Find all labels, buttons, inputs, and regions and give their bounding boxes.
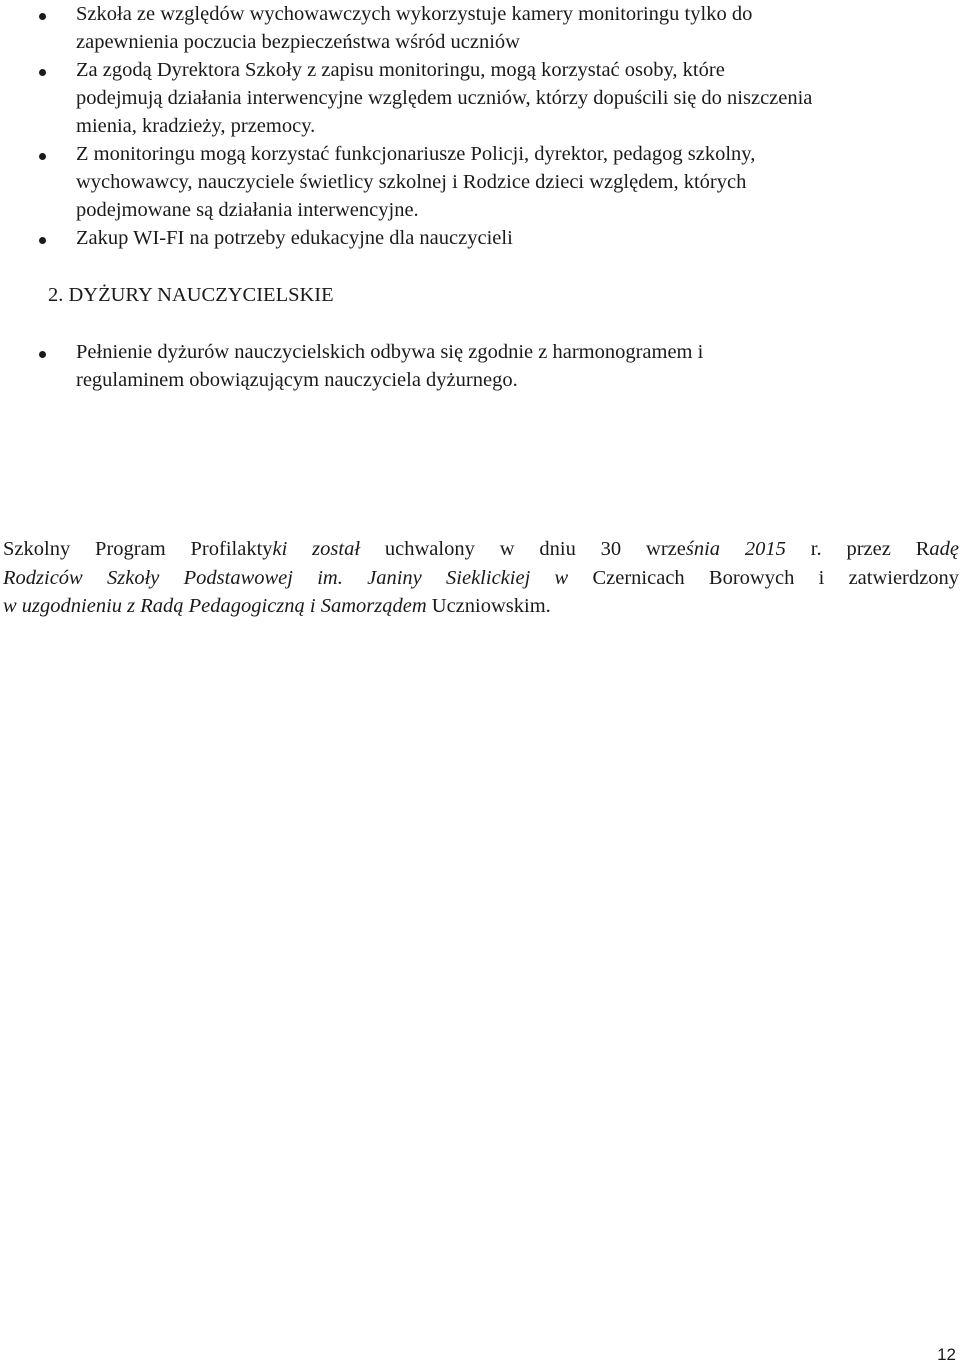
paragraph-line	[3, 535, 959, 564]
text-line: wychowawcy, nauczyciele świetlicy szkolnej i Rodzice dzieci względem, których	[76, 171, 747, 193]
text-line: Zakup WI-FI na potrzeby edukacyjne dla nauczycieli	[76, 227, 513, 249]
text-line: Z monitoringu mogą korzystać funkcjonariusze Policji, dyrektor, pedagog szkolny,	[76, 143, 756, 165]
text-line: regulaminem obowiązującym nauczyciela dyżurnego.	[76, 369, 518, 391]
text-line: podejmowane są działania interwencyjne.	[76, 199, 419, 221]
text-run: Czernicach Borowych i zatwierdzony	[568, 566, 959, 589]
text-run: Rodziców Szkoły Podstawowej im. Janiny Sieklickiej w	[3, 566, 569, 589]
section-heading: 2. DYŻURY NAUCZYCIELSKIE	[48, 284, 334, 306]
text-run: w uzgodnieniu z Radą Pedagogiczną i Samorządem	[3, 595, 427, 617]
text-run: śnia 2015	[685, 538, 786, 560]
text-line: mienia, kradzieży, przemocy.	[76, 115, 316, 137]
text-run: Szkolny Program Profilakty	[3, 538, 273, 560]
bullet-icon	[39, 153, 46, 160]
text-line: zapewnienia poczucia bezpieczeństwa wśród uczniów	[76, 31, 520, 53]
bullet-icon	[39, 351, 46, 358]
list-item-text	[76, 0, 936, 56]
bullet-icon	[39, 13, 46, 20]
paragraph-line	[3, 592, 959, 621]
bullet-icon	[39, 237, 46, 244]
text-run: uchwalony w dniu 30 wrze	[360, 538, 686, 560]
page-number: 12	[937, 1345, 956, 1364]
text-line: podejmują działania interwencyjne względem uczniów, którzy dopuścili się do niszczenia	[76, 87, 813, 109]
text-run: r. przez R	[785, 538, 930, 560]
closing-paragraph	[3, 535, 959, 621]
text-run: ki został	[272, 538, 361, 560]
text-run: Uczniowskim.	[426, 595, 551, 617]
text-line: Pełnienie dyżurów nauczycielskich odbywa się zgodnie z harmonogramem i	[76, 341, 704, 363]
paragraph-line	[3, 564, 959, 593]
text-line: Za zgodą Dyrektora Szkoły z zapisu monitoringu, mogą korzystać osoby, które	[76, 59, 725, 81]
list-item-text	[76, 224, 936, 252]
list-item-text	[76, 338, 936, 394]
list-item-text	[76, 56, 936, 140]
list-item-text	[76, 140, 936, 224]
text-run: adę	[929, 538, 959, 560]
bullet-icon	[39, 69, 46, 76]
text-line: Szkoła ze względów wychowawczych wykorzystuje kamery monitoringu tylko do	[76, 3, 753, 25]
